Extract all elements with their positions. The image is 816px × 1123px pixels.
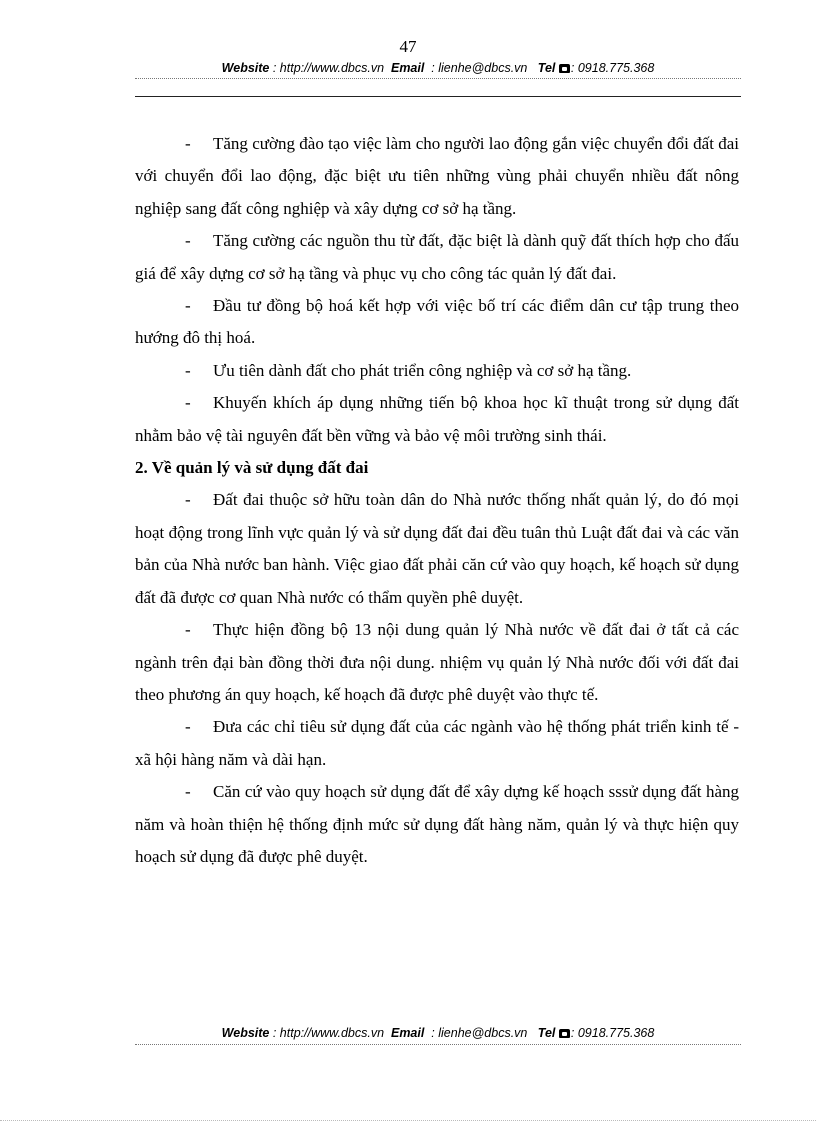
footer-email-label: Email: [390, 1026, 425, 1040]
footer-website-value: : http://www.dbcs.vn: [272, 1026, 385, 1040]
footer-email-value: : lienhe@dbcs.vn: [431, 1026, 528, 1040]
paragraph-2: - Tăng cường các nguồn thu từ đất, đặc biệt là dành quỹ đất thích hợp cho đấu giá để xây dựng cơ sở hạ tầng và phục vụ cho công tác quản lý đất đai.: [135, 231, 739, 283]
paragraph-9: - Căn cứ vào quy hoạch sử dụng đất để xây dựng kế hoạch sssử dụng đất hàng năm và hoàn thiện hệ thống định mức sử dụng đất hàng năm, quản lý và thực hiện quy hoạch sử dụng đã được phê duyệt.: [135, 782, 739, 866]
paragraph-8: - Đưa các chỉ tiêu sử dụng đất của các ngành vào hệ thống phát triển kinh tế - xã hội hàng năm và dài hạn.: [135, 717, 739, 769]
header-contact-line: [135, 61, 741, 75]
header-tel-label: Tel: [537, 61, 556, 75]
header-website-value: : http://www.dbcs.vn: [272, 61, 385, 75]
paragraph-7: - Thực hiện đồng bộ 13 nội dung quản lý Nhà nước về đất đai ở tất cả các ngành trên đại bàn đồng thời đưa nội dung. nhiệm vụ quản lý Nhà nước đối với đất đai theo phương án quy hoạch, kế hoạch đã được phê duyệt vào thực tế.: [135, 620, 739, 704]
document-body: [135, 128, 739, 873]
paragraph-5: - Khuyến khích áp dụng những tiến bộ khoa học kĩ thuật trong sử dụng đất nhằm bảo vệ tài nguyên đất bền vững và bảo vệ môi trường sinh thái.: [135, 393, 739, 445]
phone-icon: [559, 1029, 570, 1038]
footer-tel-value: : 0918.775.368: [570, 1026, 655, 1040]
paragraph-4: - Ưu tiên dành đất cho phát triển công nghiệp và cơ sở hạ tầng.: [185, 360, 632, 380]
header-website-label: Website: [221, 61, 270, 75]
footer-tel-label: Tel: [537, 1026, 556, 1040]
page-number: 47: [399, 37, 417, 56]
header-email-label: Email: [390, 61, 425, 75]
header-solid-rule: [135, 96, 741, 97]
footer-website-label: Website: [221, 1026, 270, 1040]
page-bottom-edge: [0, 1120, 816, 1121]
header-tel-value: : 0918.775.368: [570, 61, 655, 75]
footer-dotted-rule: [135, 1044, 741, 1045]
paragraph-6: - Đất đai thuộc sở hữu toàn dân do Nhà nước thống nhất quản lý, do đó mọi hoạt động trong lĩnh vực quản lý và sử dụng đất đai đều tuân thủ Luật đất đai và các văn bản của Nhà nước ban hành. Việc giao đất phải căn cứ vào quy hoạch, kế hoạch sử dụng đất đã được cơ quan Nhà nước có thẩm quyền phê duyệt.: [135, 490, 739, 607]
paragraph-1: - Tăng cường đào tạo việc làm cho người lao động gắn việc chuyển đổi đất đai với chuyển đổi lao động, đặc biệt ưu tiên những vùng phải chuyển nhiều đất nông nghiệp sang đất công nghiệp và xây dựng cơ sở hạ tầng.: [135, 134, 739, 218]
footer-contact-line: [135, 1026, 741, 1040]
paragraph-3: - Đầu tư đồng bộ hoá kết hợp với việc bố trí các điểm dân cư tập trung theo hướng đô thị hoá.: [135, 296, 739, 348]
section-heading: 2. Về quản lý và sử dụng đất đai: [135, 458, 369, 478]
phone-icon: [559, 64, 570, 73]
header-email-value: : lienhe@dbcs.vn: [431, 61, 528, 75]
header-dotted-rule: [135, 78, 741, 79]
